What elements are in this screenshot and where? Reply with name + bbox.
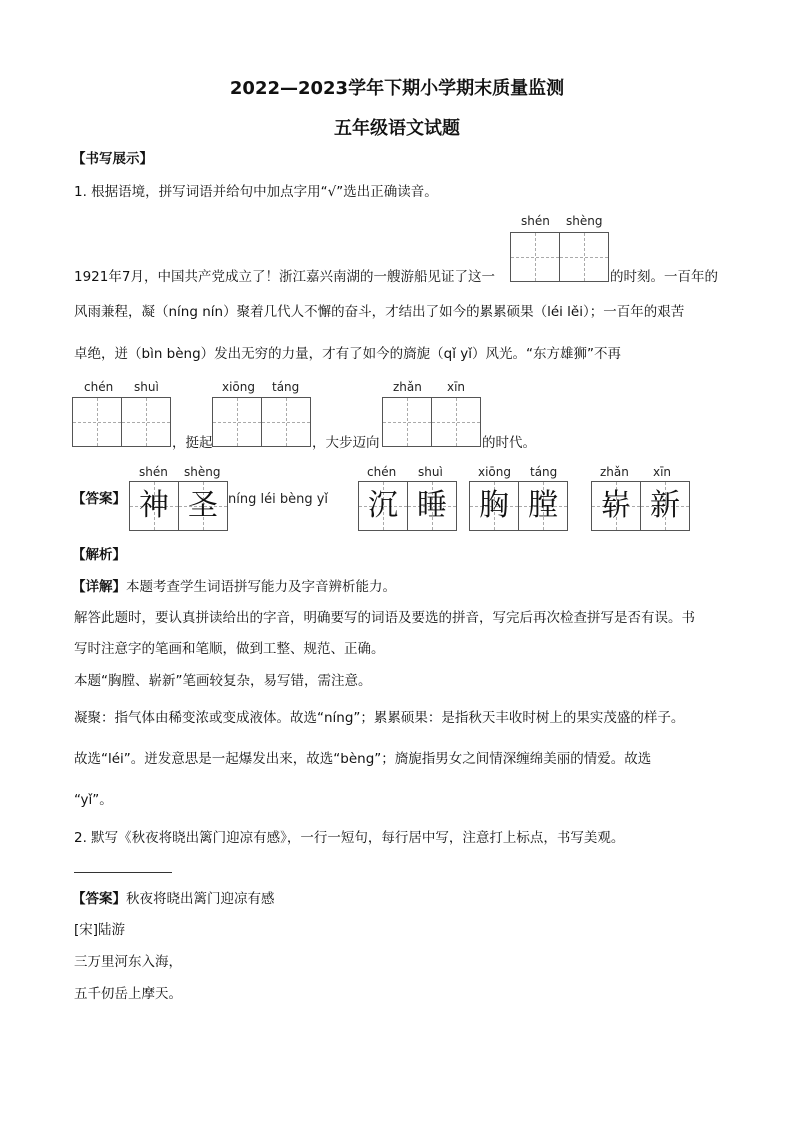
q1-line1-a: 1921年7月，中国共产党成立了！浙江嘉兴南湖的一艘游船见证了这一 — [74, 269, 495, 285]
pinyin-xin: xīn — [447, 380, 466, 394]
pinyin-sheng: shèng — [566, 214, 603, 228]
answer-char: 圣 — [188, 488, 218, 523]
q2-line2: 五千仞岳上摩天。 — [74, 986, 182, 1002]
q2-author: [宋]陆游 — [74, 922, 126, 938]
analysis-p4: 凝聚：指气体由稀变浓或变成液体。故选“níng”；累累硕果：是指秋天丰收时树上的果实茂盛的样子。 — [74, 710, 685, 726]
pinyin-chen: chén — [84, 380, 114, 394]
q1-line1-b: 的时刻。一百年的 — [610, 269, 718, 285]
analysis-label: 【解析】 — [72, 547, 126, 563]
answer-box-xiongtang — [469, 481, 568, 531]
analysis-p6: “yǐ”。 — [74, 792, 113, 808]
pinyin-shen: shén — [521, 214, 550, 228]
answer-pinyin-xin: xīn — [653, 465, 672, 479]
answer-box-shensheng — [129, 481, 228, 531]
page-subtitle: 五年级语文试题 — [334, 118, 460, 139]
answer-box-zhanxin — [591, 481, 690, 531]
writing-box-shensheng[interactable] — [510, 232, 609, 282]
writing-box-zhanxin[interactable] — [382, 397, 481, 447]
pinyin-tang: táng — [272, 380, 300, 394]
answer-char: 睡 — [417, 488, 447, 523]
pinyin-shui: shuì — [134, 380, 159, 394]
answer-pinyin-xiong: xiōng — [478, 465, 511, 479]
detail-line: 【详解】本题考查学生词语拼写能力及字音辨析能力。 — [72, 579, 396, 595]
answer-pinyin-sheng: shèng — [184, 465, 221, 479]
answer-char: 膛 — [528, 488, 558, 523]
analysis-p1: 解答此题时，要认真拼读给出的字音，明确要写的词语及要选的拼音，写完后再次检查拼写是否有误。书 — [74, 610, 695, 626]
writing-box-xiongtang[interactable] — [212, 397, 311, 447]
q1-line4-a: ，挺起 — [172, 435, 213, 451]
q1-line3: 卓绝，迸（bìn bèng）发出无穷的力量，才有了如今的旖旎（qǐ yǐ）风光。“东方雄狮”不再 — [74, 346, 622, 362]
analysis-p3: 本题“胸膛、崭新”笔画较复杂，易写错，需注意。 — [74, 673, 372, 689]
answer-char: 神 — [139, 488, 169, 523]
answer-label: 【答案】 — [72, 491, 126, 507]
q1-line4-b: ，大步迈向 — [312, 435, 380, 451]
writing-box-chenshui[interactable] — [72, 397, 171, 447]
pinyin-xiong: xiōng — [222, 380, 255, 394]
answer-rule — [74, 872, 172, 873]
answer-char: 胸 — [479, 488, 509, 523]
answer-pinyin-chen: chén — [367, 465, 397, 479]
answer-pinyin-shen: shén — [139, 465, 168, 479]
answer-pinyin-tang: táng — [530, 465, 558, 479]
answer-char: 新 — [650, 488, 680, 523]
page-title: 2022—2023学年下期小学期末质量监测 — [229, 78, 565, 99]
section-title: 【书写展示】 — [72, 151, 153, 167]
answer-pinyin-shui: shuì — [418, 465, 443, 479]
q1-line4-c: 的时代。 — [482, 435, 536, 451]
answer-char: 沉 — [368, 488, 398, 523]
analysis-p5: 故选“léi”。迸发意思是一起爆发出来，故选“bèng”；旖旎指男女之间情深缠绵美丽的情爱。故选 — [74, 751, 652, 767]
q2-prompt: 2. 默写《秋夜将晓出篱门迎凉有感》，一行一短句，每行居中写，注意打上标点，书写美观。 — [74, 830, 625, 846]
q2-line1: 三万里河东入海， — [74, 954, 182, 970]
q1-prompt: 1. 根据语境，拼写词语并给句中加点字用“√”选出正确读音。 — [74, 184, 438, 200]
pinyin-zhan: zhǎn — [393, 380, 422, 394]
q2-answer: 【答案】秋夜将晓出篱门迎凉有感 — [72, 891, 275, 907]
answer-char: 崭 — [601, 488, 631, 523]
blank-line — [510, 281, 608, 282]
analysis-p2: 写时注意字的笔画和笔顺，做到工整、规范、正确。 — [74, 641, 385, 657]
answer-pinyin-zhan: zhǎn — [600, 465, 629, 479]
q1-line2: 风雨兼程，凝（níng nín）聚着几代人不懈的奋斗，才结出了如今的累累硕果（léi lěi）；一百年的艰苦 — [74, 304, 685, 320]
answer-box-chenshui — [358, 481, 457, 531]
answer-readings: níng léi bèng yǐ — [228, 492, 329, 507]
